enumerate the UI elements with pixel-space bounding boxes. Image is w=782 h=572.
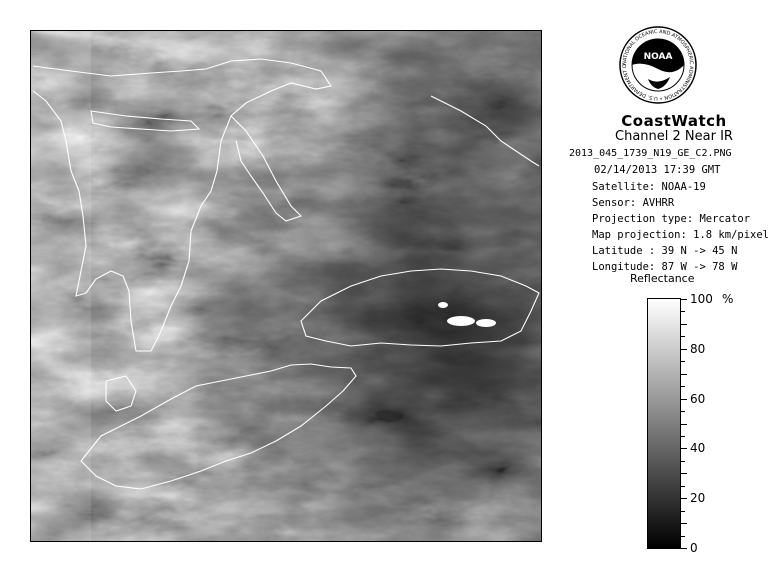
longitude-range-label: Longitude: 87 W -> 78 W xyxy=(592,261,738,273)
colorbar-tick-label: 80 xyxy=(690,342,706,356)
colorbar-tick xyxy=(681,386,685,387)
product-title: CoastWatch xyxy=(621,112,727,130)
colorbar-unit: % xyxy=(722,292,734,306)
colorbar-tick xyxy=(681,548,687,549)
satellite-map-panel[interactable] xyxy=(30,30,542,542)
colorbar-tick xyxy=(681,536,685,537)
colorbar-tick xyxy=(681,448,687,449)
colorbar-tick xyxy=(681,349,687,350)
colorbar-tick xyxy=(681,486,685,487)
colorbar-tick xyxy=(681,523,687,524)
colorbar-tick xyxy=(681,411,685,412)
colorbar-tick xyxy=(681,336,685,337)
colorbar-tick xyxy=(681,436,685,437)
projection-type-label: Projection type: Mercator xyxy=(592,213,751,225)
channel-subtitle: Channel 2 Near IR xyxy=(615,129,733,144)
latitude-range-label: Latitude : 39 N -> 45 N xyxy=(592,245,738,257)
colorbar-tick xyxy=(681,511,685,512)
colorbar-tick-label: 40 xyxy=(690,441,706,455)
satellite-label: Satellite: NOAA-19 xyxy=(592,181,706,193)
acquisition-datetime: 02/14/2013 17:39 GMT xyxy=(594,164,721,176)
logo-ring-textpath: NATIONAL OCEANIC AND ATMOSPHERIC ADMINISTRATION • U.S. DEPARTMENT O xyxy=(621,28,695,102)
colorbar-tick xyxy=(681,473,687,474)
satellite-image xyxy=(31,31,541,541)
colorbar-tick-label: 20 xyxy=(690,491,706,505)
colorbar-tick xyxy=(681,324,687,325)
colorbar-title: Reflectance xyxy=(630,272,695,285)
reflectance-colorbar xyxy=(647,298,681,549)
sensor-label: Sensor: AVHRR xyxy=(592,197,675,209)
colorbar-tick-label: 100 xyxy=(690,292,713,306)
colorbar-tick-label: 60 xyxy=(690,392,706,406)
colorbar-tick xyxy=(681,374,687,375)
noaa-logo-icon xyxy=(618,25,698,105)
noaa-logo xyxy=(618,25,698,105)
logo-text: NOAA xyxy=(643,52,673,62)
map-projection-label: Map projection: 1.8 km/pixel xyxy=(592,229,770,241)
colorbar-tick xyxy=(681,424,687,425)
colorbar-tick xyxy=(681,498,687,499)
image-filename: 2013_045_1739_N19_GE_C2.PNG xyxy=(569,148,732,159)
clear-sky-region-ne xyxy=(31,31,541,541)
colorbar-tick-label: 0 xyxy=(690,541,698,555)
colorbar-tick xyxy=(681,361,685,362)
colorbar-tick xyxy=(681,311,685,312)
bright-cloud-band xyxy=(31,31,91,541)
colorbar-tick xyxy=(681,399,687,400)
colorbar-tick xyxy=(681,461,685,462)
colorbar-tick xyxy=(681,299,687,300)
